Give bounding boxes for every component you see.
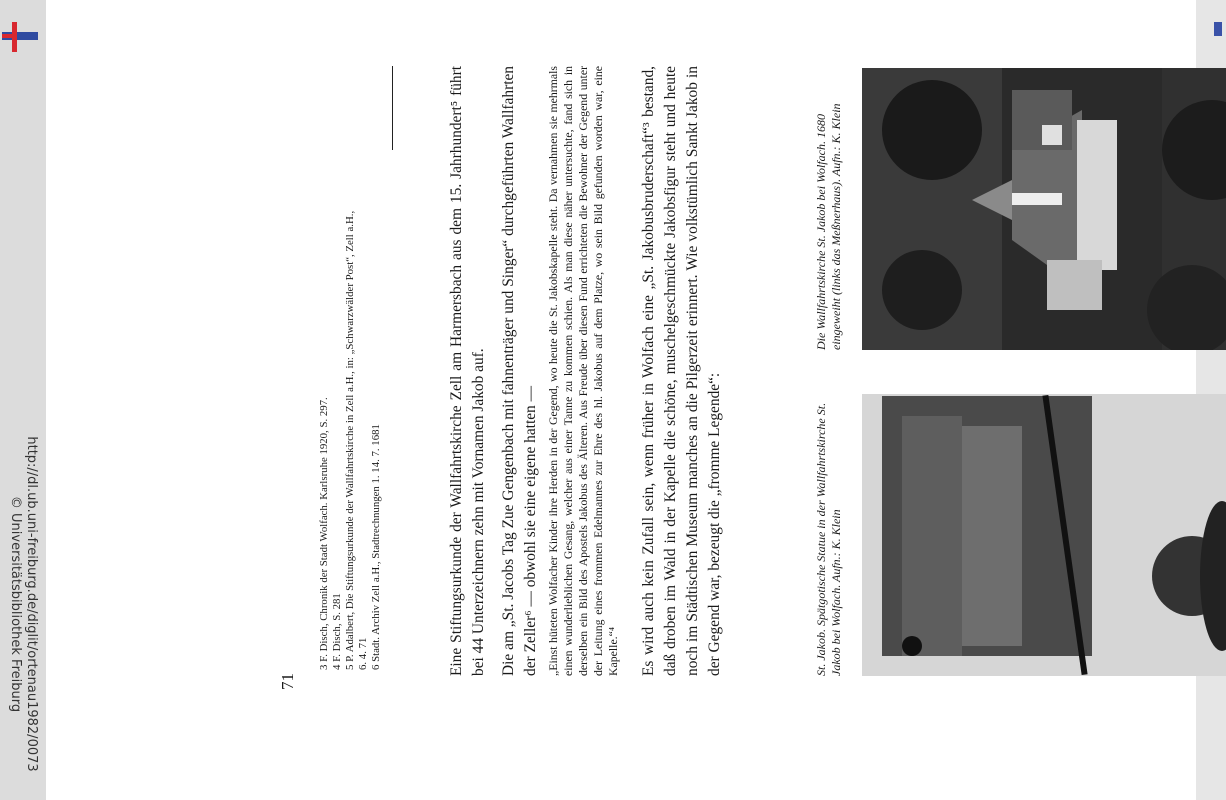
footnote-4: 4 F. Disch, S. 281 [331,593,343,670]
church-photo [862,68,1226,350]
source-url[interactable]: http://dl.ub.uni-freiburg.de/diglit/ortenau1982/0073 [24,436,39,772]
footnotes [318,70,383,670]
rotated-page-content [206,0,1206,800]
paragraph-1: Es wird auch kein Zufall sein, wenn früher in Wolfach eine „St. Jakobusbruderschaft“³ bestand, daß droben im Wald in der Kapelle die schöne, muschelgeschmückte Jakobsfigur steht und heute noch im Städtischen Museum manches an die Pilgerzeit erinnert. Wie volkstümlich Sankt Jakob in der Gegend war, bezeugt die „fromme Legende“: [640,66,723,676]
document-page [46,0,1196,800]
main-body-text [638,66,798,676]
church-photo-caption: Die Wallfahrtskirche St. Jakob bei Wolfach. 1680 eingeweiht (links das Meßnerhaus). Aufn.: K. Klein [814,103,843,350]
paragraph-3: Die am „St. Jacobs Tag Zue Gengenbach mit fahnenträger und Singer“ durchgeführten Wallfahrten der Zeller⁶ — obwohl sie eine eigene hatten — [500,66,539,676]
statue-photo [862,394,1226,676]
statue-photo-caption: St. Jakob. Spätgotische Statue in der Wallfahrtskirche St. Jakob bei Wolfach. Aufn.: K. Klein [814,402,843,676]
footnote-3: 3 F. Disch, Chronik der Stadt Wolfach. Karlsruhe 1920, S. 297. [318,397,330,670]
body-text-continued [446,66,542,676]
legend-quote: „Einst hüteten Wolfacher Kinder ihre Herden in der Gegend, wo heute die St. Jakobskapelle steht. Da vernahmen sie mehrmals einen wunderlieblichen Gesang, welcher aus einer Tanne zu kommen schien. Als man diese näher untersuchte, fand sich in derselben ein Bild des Apostels Jakobus des Älteren. Aus Freude über diesen Fund errichteten die Bewohner der Gegend unter der Leitung eines frommen Edelmannes zur Ehre des hl. Jakobus auf dem Platze, wo sein Bild gefunden worden war, eine Kapelle.“⁴ [546,66,620,676]
footnote-6: 6 Stadt. Archiv Zell a.H., Stadtrechnungen 1. 14. 7. 1681 [370,424,382,670]
church-photo-image [862,68,1226,350]
footnote-5: 5 P. Adalbert, Die Stiftungsurkunde der Wallfahrtskirche in Zell a.H., in: „Schwarzwälder Post“, Zell a.H., [344,210,356,670]
footnote-rule [392,66,393,150]
flag-marker-icon [1214,22,1222,36]
footnote-5-continued: 6. 4. 71 [357,637,369,670]
statue-photo-image [862,394,1226,676]
page-number: 71 [278,673,297,690]
copyright-notice: © Universitätsbibliothek Freiburg [8,495,23,713]
side-url-text [7,436,39,771]
side-url-strip [0,0,46,800]
paragraph-2: Eine Stiftungsurkunde der Wallfahrtskirche Zell am Harmersbach aus dem 15. Jahrhundert⁵ führt bei 44 Unterzeichnern zehn mit Vornamen Jakob auf. [448,66,487,676]
